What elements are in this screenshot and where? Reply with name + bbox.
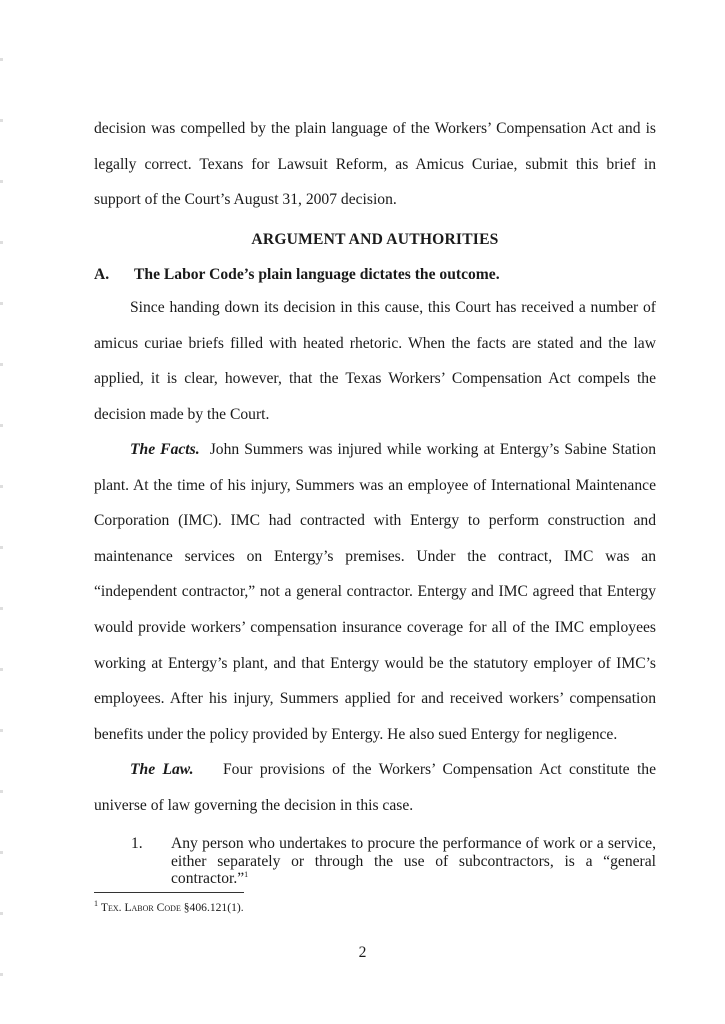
facts-paragraph xyxy=(94,432,656,752)
section-a-letter: A. xyxy=(94,266,110,283)
argument-heading: ARGUMENT AND AUTHORITIES xyxy=(251,231,499,248)
scan-margin-marks xyxy=(0,0,3,1024)
law-paragraph xyxy=(94,752,656,823)
footnote-source: Tex. Labor Code xyxy=(100,901,181,914)
section-a-title: The Labor Code’s plain language dictates the outcome. xyxy=(134,266,500,283)
intro-paragraph: decision was compelled by the plain language of the Workers’ Compensation Act and is legally correct. Texans for Lawsuit Reform, as Amicus Curiae, submit this brief in support of the Court’s August 31, 2007 decision. xyxy=(94,120,656,209)
since-paragraph-block xyxy=(94,290,656,432)
facts-paragraph-block xyxy=(94,432,656,752)
list-item-body xyxy=(171,835,656,888)
footnote xyxy=(94,901,244,914)
page-number: 2 xyxy=(358,944,367,961)
law-text: Four provisions of the Workers’ Compensation Act constitute the universe of law governing the decision in this case. xyxy=(94,761,657,814)
list-item-number: 1. xyxy=(131,835,143,852)
law-label: The Law. xyxy=(130,761,194,778)
footnote-reference: 1 xyxy=(244,870,249,879)
list-item-text: Any person who undertakes to procure the performance of work or a service, either separately or through the use of subcontractors, is a “general contractor.” xyxy=(171,835,656,888)
section-a-heading xyxy=(94,266,500,284)
intro-paragraph-block xyxy=(94,111,656,218)
facts-text: John Summers was injured while working at Entergy’s Sabine Station plant. At the time of his injury, Summers was an employee of International Maintenance Corporation (IMC). IMC had contracted with Entergy to perform construction and maintenance services on Entergy’s premises. Under the contract, IMC was an “independent contractor,” not a general contractor. Entergy and IMC agreed that Entergy would provide workers’ compensation insurance coverage for all of the IMC employees working at Entergy’s plant, and that Entergy would be the statutory employer of IMC’s employees. After his injury, Summers applied for and received workers’ compensation benefits under the policy provided by Entergy. He also sued Entergy for negligence. xyxy=(94,441,657,743)
facts-label: The Facts. xyxy=(130,441,200,458)
law-paragraph-block xyxy=(94,752,656,823)
footnote-divider xyxy=(94,892,244,893)
since-paragraph: Since handing down its decision in this cause, this Court has received a number of amicus curiae briefs filled with heated rhetoric. When the facts are stated and the law applied, it is clear, however, that the Texas Workers’ Compensation Act compels the decision made by the Court. xyxy=(94,299,656,423)
list-item xyxy=(131,835,656,888)
footnote-marker: 1 xyxy=(94,899,98,909)
footnote-section: §406.121(1). xyxy=(183,901,244,914)
